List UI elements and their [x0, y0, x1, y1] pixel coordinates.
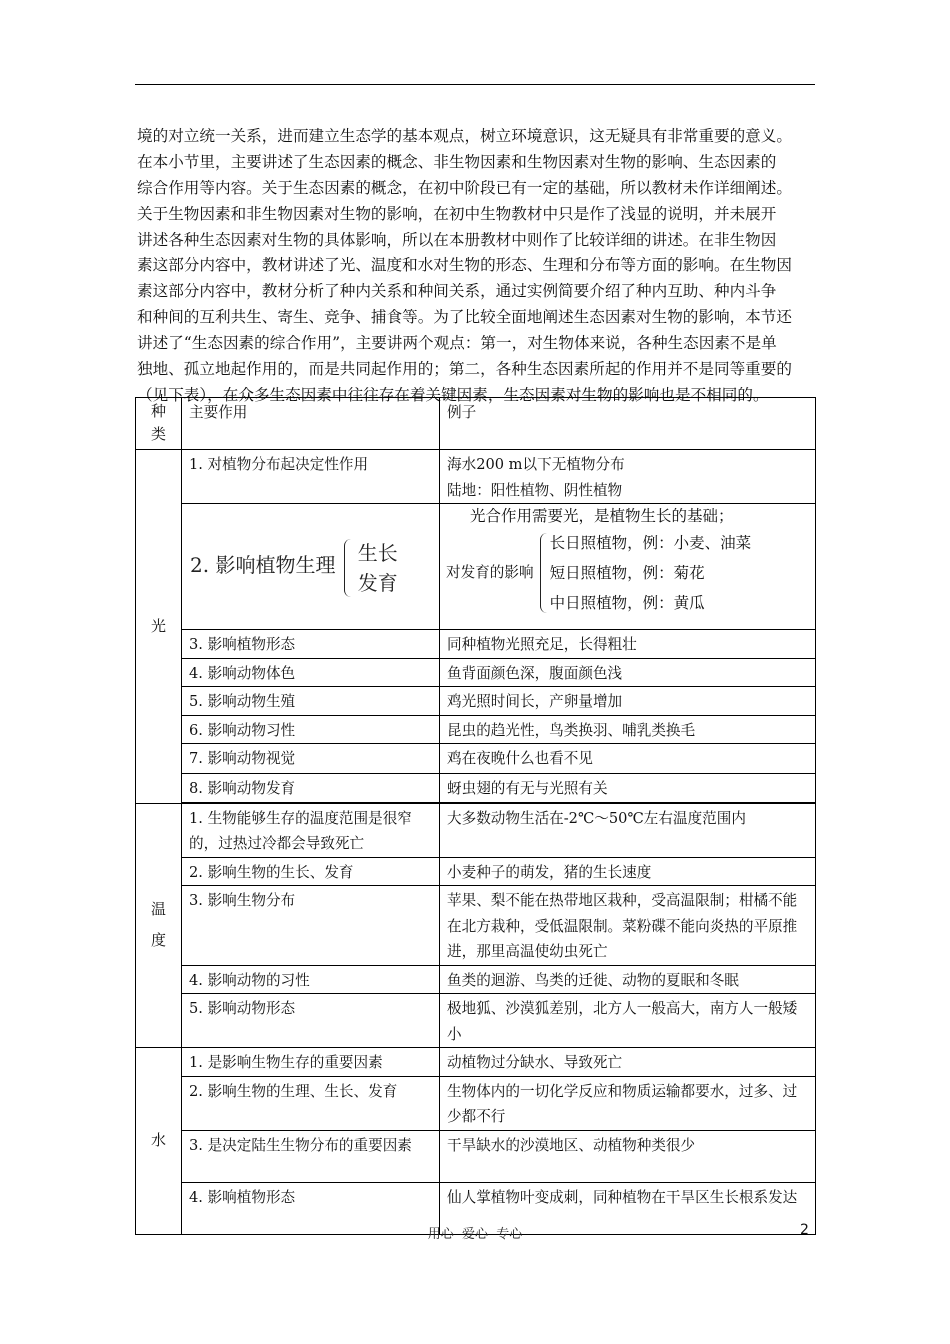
table-row: [136, 1130, 816, 1182]
table-row: [136, 1076, 816, 1130]
paragraph-line: 独地、孤立地起作用的，而是共同起作用的；第二，各种生态因素所起的作用并不是同等重要的: [137, 360, 792, 379]
paragraph-line: （见下表），在众多生态因素中往往存在着关键因素，生态因素对生物的影响也是不相同的。: [137, 385, 769, 404]
example-cell: 昆虫的趋光性，鸟类换羽、哺乳类换毛: [440, 715, 816, 744]
paragraph-line: 在本小节里，主要讲述了生态因素的概念、非生物因素和生物因素对生物的影响、生态因素的: [137, 152, 777, 171]
example-line: 光合作用需要光，是植物生长的基础；: [470, 507, 734, 525]
role-sub-item: 生长: [357, 540, 398, 565]
example-cell: 生物体内的一切化学反应和物质运输都要水，过多、过少都不行: [440, 1076, 816, 1130]
example-cell-physiology: [440, 504, 816, 630]
intro-paragraph: [137, 124, 815, 409]
paragraph-line: 综合作用等内容。关于生态因素的概念，在初中阶段已有一定的基础，所以教材未作详细阐述。: [137, 178, 792, 197]
role-cell: 8. 影响动物发育: [182, 774, 440, 803]
header-example: 例子: [440, 398, 816, 450]
role-cell: 7. 影响动物视觉: [182, 744, 440, 774]
paragraph-line: 和种间的互利共生、寄生、竞争、捕食等。为了比较全面地阐述生态因素对生物的影响，本节还: [137, 308, 792, 327]
role-cell: 5. 影响动物形态: [182, 994, 440, 1048]
paragraph-line: 素这部分内容中，教材讲述了光、温度和水对生物的形态、生理和分布等方面的影响。在生物因: [137, 256, 792, 275]
role-cell: 4. 影响动物的习性: [182, 965, 440, 994]
table-row: [136, 857, 816, 886]
role-sub-item: 发育: [357, 570, 398, 595]
role-cell: 3. 影响植物形态: [182, 630, 440, 659]
example-cell: 鸡在夜晚什么也看不见: [440, 744, 816, 774]
table-row: [136, 886, 816, 966]
category-temperature: 温度: [136, 803, 182, 1048]
role-cell: 1. 对植物分布起决定性作用: [182, 450, 440, 504]
page-number: 2: [800, 1222, 809, 1238]
role-cell: 6. 影响动物习性: [182, 715, 440, 744]
brace-icon: [344, 539, 351, 597]
example-cell: 仙人掌植物叶变成刺，同种植物在干旱区生长根系发达: [440, 1182, 816, 1234]
paragraph-line: 素这部分内容中，教材分析了种内关系和种间关系，通过实例简要介绍了种内互助、种内斗争: [137, 282, 777, 301]
role-cell: 4. 影响植物形态: [182, 1182, 440, 1234]
role-cell: 1. 是影响生物生存的重要因素: [182, 1048, 440, 1077]
category-water: 水: [136, 1048, 182, 1235]
example-line: 海水200 m以下无植物分布: [447, 456, 625, 473]
role-cell: 2. 影响生物的生理、生长、发育: [182, 1076, 440, 1130]
ecological-factors-table: [135, 397, 816, 1235]
table-row: [136, 715, 816, 744]
role-cell: 3. 是决定陆生生物分布的重要因素: [182, 1130, 440, 1182]
table-row: [136, 687, 816, 716]
table-row: [136, 504, 816, 630]
example-sub-item: 长日照植物，例：小麦、油菜: [549, 534, 752, 552]
header-cat: 种类: [136, 398, 182, 450]
example-cell: 鸡光照时间长，产卵量增加: [440, 687, 816, 716]
role-prefix: 2. 影响植物生理: [190, 552, 336, 577]
table-row: [136, 994, 816, 1048]
development-list: [550, 528, 752, 618]
table-row: [136, 774, 816, 803]
table-header-row: [136, 398, 816, 450]
role-cell: 1. 生物能够生存的温度范围是很窄的，过热过冷都会导致死亡: [182, 803, 440, 857]
example-cell: 鱼类的迴游、鸟类的迁徙、动物的夏眠和冬眠: [440, 965, 816, 994]
example-cell: 动植物过分缺水、导致死亡: [440, 1048, 816, 1077]
table-row: [136, 1048, 816, 1077]
example-cell: 干旱缺水的沙漠地区、动植物种类很少: [440, 1130, 816, 1182]
role-cell: 4. 影响动物体色: [182, 658, 440, 687]
paragraph-line: 境的对立统一关系，进而建立生态学的基本观点，树立环境意识，这无疑具有非常重要的意义。: [137, 127, 792, 145]
role-sublist: [358, 538, 398, 598]
table-row: [136, 803, 816, 857]
example-label: 对发育的影响: [446, 564, 534, 582]
role-cell: 3. 影响生物分布: [182, 886, 440, 966]
paragraph-line: 关于生物因素和非生物因素对生物的影响，在初中生物教材中只是作了浅显的说明，并未展开: [137, 204, 777, 223]
table-row: [136, 658, 816, 687]
paragraph-line: 讲述了“生态因素的综合作用”，主要讲两个观点：第一，对生物体来说，各种生态因素不是单: [137, 334, 777, 353]
role-cell: 5. 影响动物生殖: [182, 687, 440, 716]
table-row: [136, 965, 816, 994]
table-row: [136, 630, 816, 659]
example-sub-item: 短日照植物，例：菊花: [549, 564, 705, 582]
example-cell: 小麦种子的萌发，猪的生长速度: [440, 857, 816, 886]
example-cell: 同种植物光照充足，长得粗壮: [440, 630, 816, 659]
role-cell: 2. 影响生物的生长、发育: [182, 857, 440, 886]
example-cell: 苹果、梨不能在热带地区栽种，受高温限制；柑橘不能在北方栽种，受低温限制。菜粉碟不能向炎热的平原推进，那里高温使幼虫死亡: [440, 886, 816, 966]
paragraph-line: 讲述各种生态因素对生物的具体影响，所以在本册教材中则作了比较详细的讲述。在非生物因: [137, 230, 777, 249]
header-rule: [135, 84, 815, 85]
category-light: 光: [136, 450, 182, 804]
example-cell: 大多数动物生活在-2℃～50℃左右温度范围内: [440, 803, 816, 857]
footer-slogan: 用心 爱心 专心: [427, 1227, 523, 1242]
example-cell: 蚜虫翅的有无与光照有关: [440, 774, 816, 803]
brace-icon: [540, 533, 547, 613]
development-group: [446, 528, 815, 618]
example-sub-item: 中日照植物，例：黄瓜: [549, 594, 705, 612]
example-cell: 鱼背面颜色深，腹面颜色浅: [440, 658, 816, 687]
example-cell: 极地狐、沙漠狐差别，北方人一般高大，南方人一般矮小: [440, 994, 816, 1048]
example-line: 陆地：阳性植物、阴性植物: [447, 481, 623, 499]
table-row: [136, 450, 816, 504]
role-cell-physiology: [182, 504, 440, 630]
example-cell: [440, 450, 816, 504]
header-role: 主要作用: [182, 398, 440, 450]
table-row: [136, 744, 816, 774]
